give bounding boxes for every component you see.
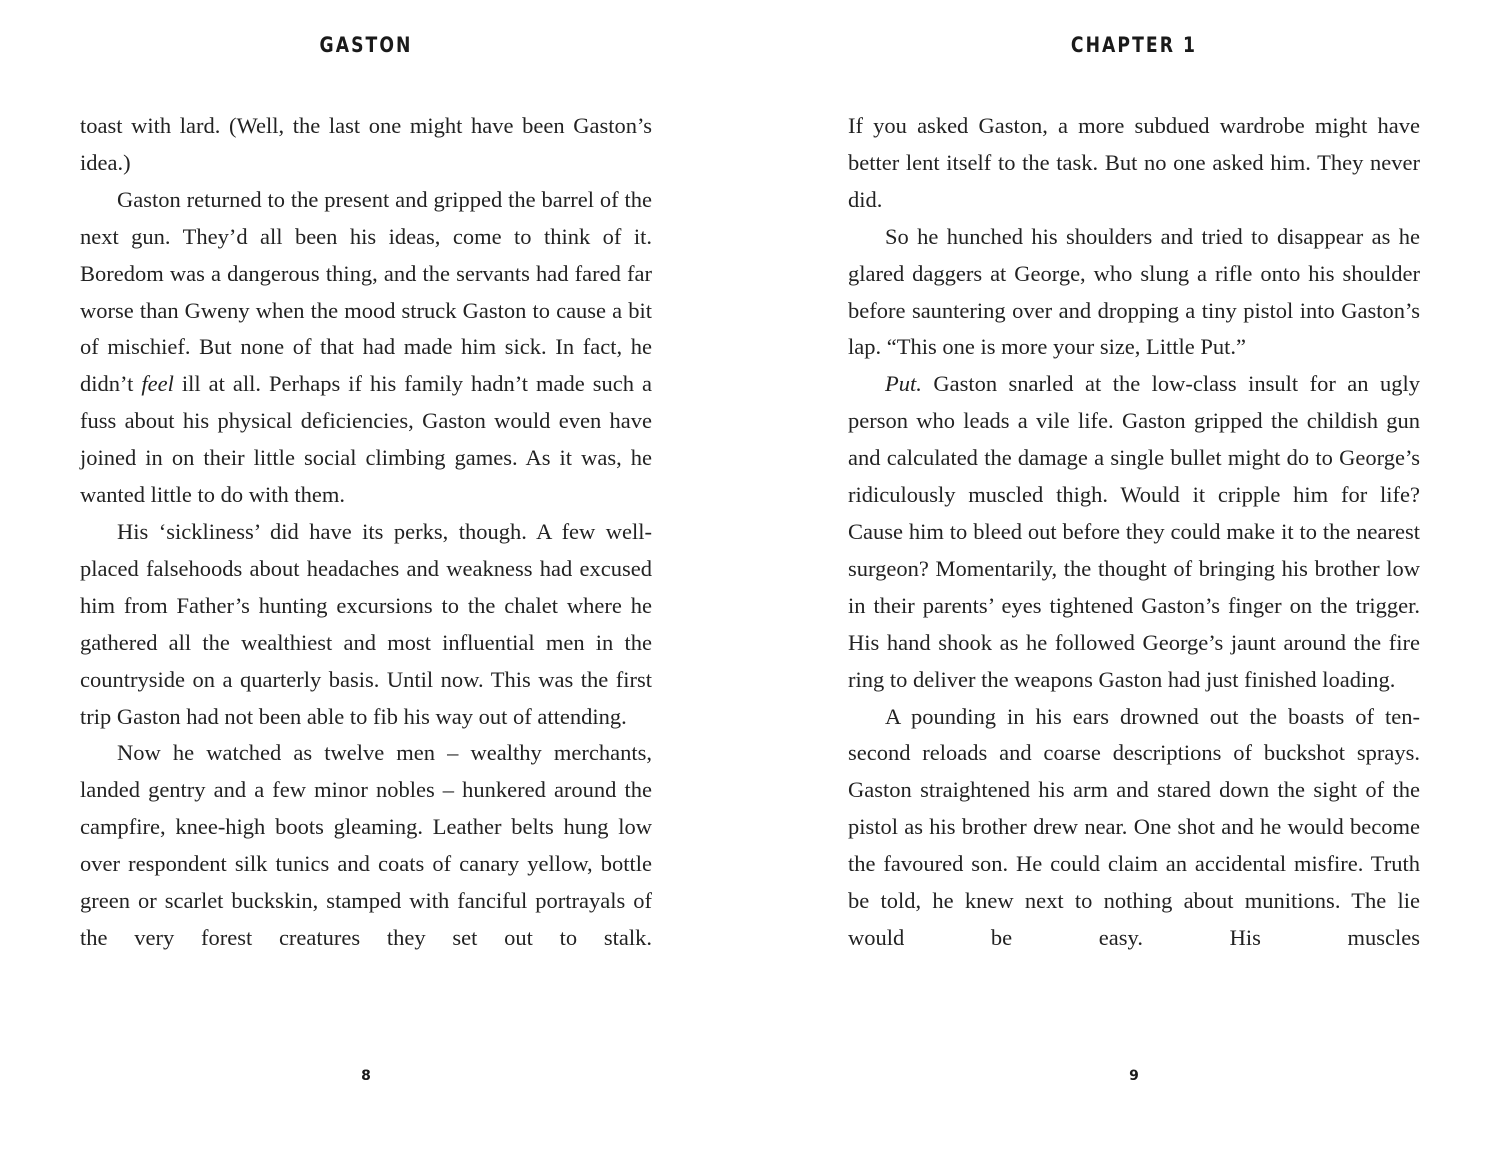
running-head: GASTON bbox=[319, 33, 413, 57]
right-page bbox=[848, 0, 1420, 1151]
emphasis: Put. bbox=[885, 371, 922, 397]
paragraph: His ‘sickliness’ did have its perks, though. A few well-placed falsehoods about headaches and weakness had excused him from Father’s hunting excursions to the chalet where he gathered all the wealthiest and most influential men in the countryside on a quarterly basis. Until now. This was the first trip Gaston had not been able to fib his way out of attending. bbox=[80, 518, 652, 729]
text-run: ill at all. Perhaps if his family hadn’t made such a fuss about his physical deficiencies, Gaston would even have joined in on their little social climbing games. As it was, he wanted little to do with them. bbox=[80, 371, 653, 508]
text-run: Gaston returned to the present and gripped the barrel of the next gun. They’d all been his ideas, come to think of it. Boredom was a dangerous thing, and the servants had fared far worse than Gweny when the mood struck Gaston to cause a bit of mischief. But none of that had made him sick. In fact, he didn’t bbox=[80, 186, 652, 397]
page-body bbox=[848, 108, 1420, 957]
page-number: 8 bbox=[361, 1068, 371, 1084]
paragraph: So he hunched his shoulders and tried to disappear as he glared daggers at George, who slung a rifle onto his shoulder before sauntering over and dropping a tiny pistol into Gaston’s lap. “This one is more your size, Little Put.” bbox=[848, 223, 1420, 360]
left-page bbox=[80, 0, 652, 1151]
paragraph: Now he watched as twelve men – wealthy merchants, landed gentry and a few minor nobles – hunkered around the campfire, knee-high boots gleaming. Leather belts hung low over respondent silk tunics and coats of canary yellow, bottle green or scarlet buckskin, stamped with fanciful portrayals of the very forest creatures they set out to stalk. bbox=[80, 740, 652, 950]
page-body bbox=[80, 108, 652, 957]
page-number: 9 bbox=[1129, 1068, 1139, 1084]
paragraph: A pounding in his ears drowned out the boasts of ten-second reloads and coarse descriptions of buckshot sprays. Gaston straightened his arm and stared down the sight of the pistol as his brother drew near. One shot and he would become the favoured son. He could claim an accidental misfire. Truth be told, he knew next to nothing about munitions. The lie would be easy. His muscles bbox=[848, 703, 1420, 950]
text-run: Gaston snarled at the low-class insult for an ugly person who leads a vile life. Gaston gripped the childish gun and calculated the damage a single bullet might do to George’s ridiculously muscled thigh. Would it cripple him for life? Cause him to bleed out before they could make it to the nearest surgeon? Momentarily, the thought of bringing his brother low in their parents’ eyes tightened Gaston’s finger on the trigger. His hand shook as he followed George’s jaunt around the fire ring to deliver the weapons Gaston had just finished loading. bbox=[848, 371, 1420, 692]
running-head: CHAPTER 1 bbox=[1070, 33, 1198, 57]
paragraph: If you asked Gaston, a more subdued wardrobe might have better lent itself to the task. But no one asked him. They never did. bbox=[848, 113, 1420, 212]
emphasis: feel bbox=[141, 371, 174, 397]
paragraph bbox=[848, 366, 1420, 698]
paragraph: toast with lard. (Well, the last one might have been Gaston’s idea.) bbox=[80, 113, 652, 175]
paragraph bbox=[80, 182, 652, 514]
